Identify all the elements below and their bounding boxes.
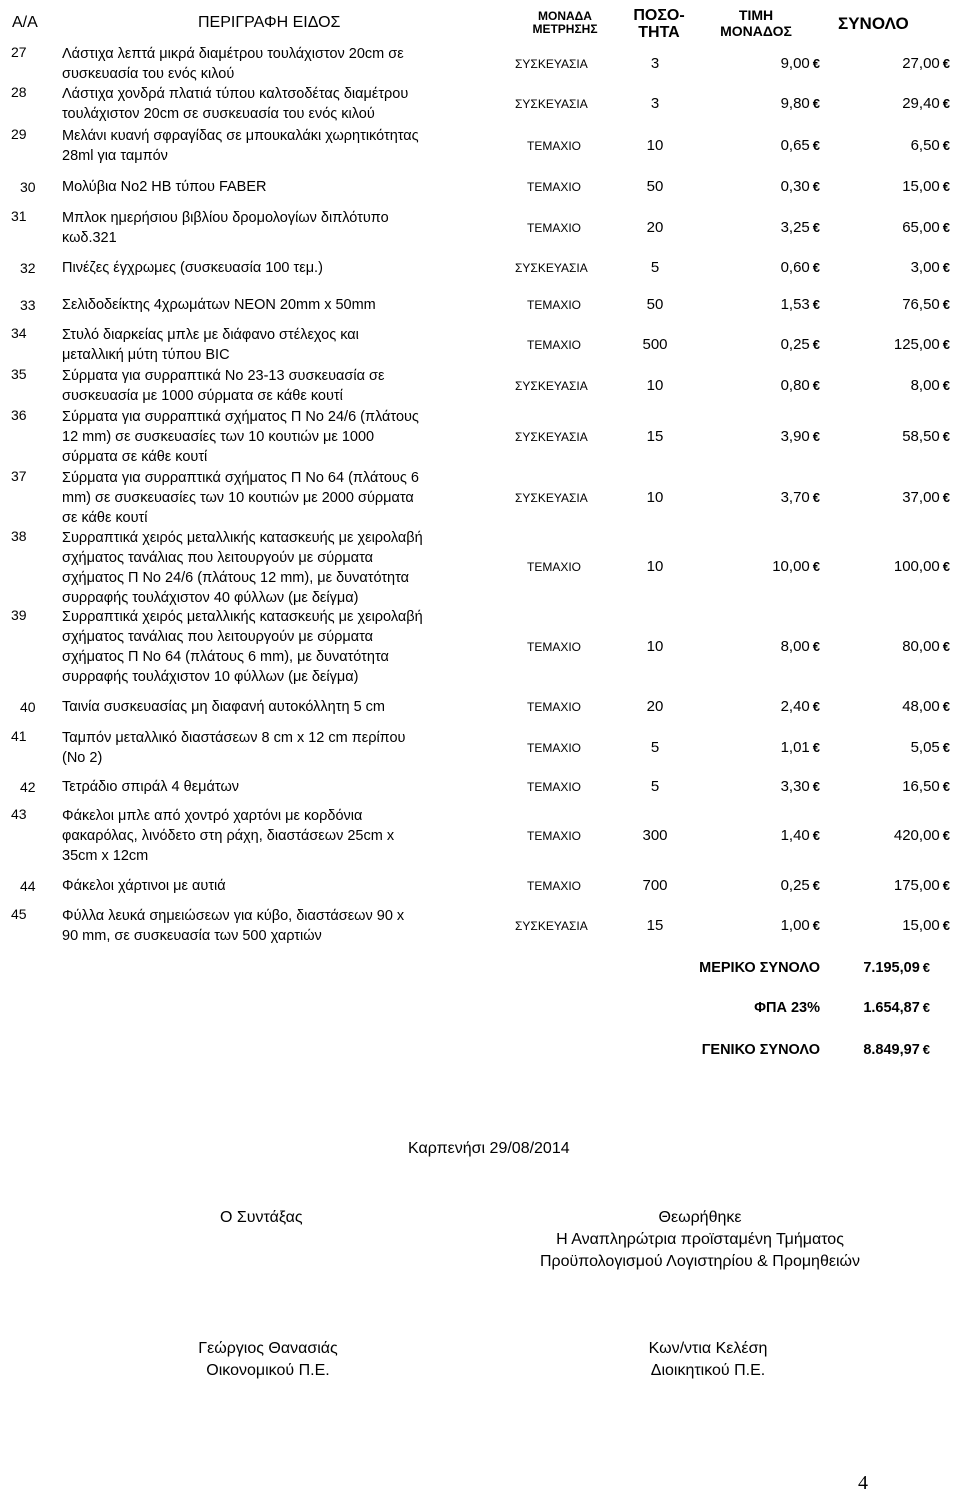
description-line: Λάστιχα λεπτά μικρά διαμέτρου τουλάχιστον 20cm σε xyxy=(62,46,404,62)
unit-of-measure: ΤΕΜΑΧΙΟ xyxy=(527,221,582,235)
unit-price-value: 0,65 xyxy=(780,137,810,154)
description-line: σχήματος τανάλιας που λειτουργούν με σύρματα xyxy=(62,550,374,566)
description-line: Φύλλα λευκά σημειώσεων για κύβο, διαστάσεων 90 x xyxy=(62,908,405,924)
unit-price-value: 9,00 xyxy=(780,55,810,72)
line-total xyxy=(790,377,950,394)
unit-of-measure: ΤΕΜΑΧΙΟ xyxy=(527,829,582,843)
euro-icon: € xyxy=(942,559,950,574)
row-number: 32 xyxy=(20,260,36,276)
quantity: 5 xyxy=(650,739,660,756)
line-total-value: 48,00 xyxy=(902,698,940,715)
line-total xyxy=(790,877,950,894)
line-total xyxy=(790,137,950,154)
description-line: Ταινία συσκευασίας μη διαφανή αυτοκόλλητη 5 cm xyxy=(62,699,385,715)
row-number: 39 xyxy=(11,607,27,623)
row-number: 45 xyxy=(11,906,27,922)
euro-icon: € xyxy=(942,96,950,111)
table-row xyxy=(0,868,960,904)
line-total xyxy=(790,827,950,844)
euro-icon: € xyxy=(922,1042,930,1057)
description-line: Τετράδιο σπιράλ 4 θεμάτων xyxy=(62,779,240,795)
line-total xyxy=(790,336,950,353)
euro-icon: € xyxy=(812,138,820,153)
description-line: μεταλλική μύτη τύπου BIC xyxy=(62,347,230,363)
euro-icon: € xyxy=(812,559,820,574)
item-description xyxy=(62,777,239,797)
unit-price-value: 2,40 xyxy=(780,698,810,715)
euro-icon: € xyxy=(942,828,950,843)
unit-of-measure: ΣΥΣΚΕΥΑΣΙΑ xyxy=(515,491,588,505)
item-description xyxy=(62,876,226,896)
euro-icon: € xyxy=(812,490,820,505)
unit-price-value: 0,60 xyxy=(780,259,810,276)
row-number: 31 xyxy=(11,208,27,224)
grand-total-label: ΓΕΝΙΚΟ ΣΥΝΟΛΟ xyxy=(701,1042,820,1058)
unit-of-measure: ΣΥΣΚΕΥΑΣΙΑ xyxy=(515,919,588,933)
quantity: 15 xyxy=(646,917,664,934)
unit-price-value: 0,25 xyxy=(780,336,810,353)
line-total xyxy=(790,698,950,715)
quantity: 3 xyxy=(650,55,660,72)
line-total xyxy=(790,95,950,112)
row-number: 42 xyxy=(20,779,36,795)
euro-icon: € xyxy=(942,490,950,505)
line-total xyxy=(790,638,950,655)
euro-icon: € xyxy=(812,639,820,654)
unit-price-value: 8,00 xyxy=(780,638,810,655)
euro-icon: € xyxy=(812,179,820,194)
unit-of-measure: ΤΕΜΑΧΙΟ xyxy=(527,338,582,352)
table-row xyxy=(0,250,960,286)
item-description xyxy=(62,325,359,365)
table-row xyxy=(0,286,960,324)
unit-price-value: 10,00 xyxy=(772,558,810,575)
euro-icon: € xyxy=(942,297,950,312)
line-total-value: 3,00 xyxy=(910,259,940,276)
quantity: 3 xyxy=(650,95,660,112)
description-line: Σελιδοδείκτης 4χρωμάτων NEON 20mm x 50mm xyxy=(62,297,376,313)
approver-rank: Διοικητικού Π.Ε. xyxy=(650,1362,766,1379)
quantity: 10 xyxy=(646,489,664,506)
description-line: Μελάνι κυανή σφραγίδας σε μπουκαλάκι χωρητικότητας xyxy=(62,128,419,144)
subtotal-value: 7.195,09 € xyxy=(863,960,930,976)
table-row xyxy=(0,468,960,528)
unit-of-measure: ΤΕΜΑΧΙΟ xyxy=(527,180,582,194)
table-header xyxy=(0,0,960,44)
description-line: 90 mm, σε συσκευασία των 500 χαρτιών xyxy=(62,928,322,944)
description-line: σε κάθε κουτί xyxy=(62,510,148,526)
euro-icon: € xyxy=(942,878,950,893)
euro-icon: € xyxy=(942,699,950,714)
approver-department: Προϋπολογισμού Λογιστηρίου & Προμηθειών xyxy=(539,1253,861,1270)
euro-icon: € xyxy=(812,56,820,71)
line-total-value: 76,50 xyxy=(902,296,940,313)
unit-price-value: 3,25 xyxy=(780,219,810,236)
row-number: 44 xyxy=(20,878,36,894)
item-description xyxy=(62,84,408,124)
euro-icon: € xyxy=(942,179,950,194)
euro-icon: € xyxy=(942,918,950,933)
euro-icon: € xyxy=(812,699,820,714)
euro-icon: € xyxy=(812,740,820,755)
euro-icon: € xyxy=(942,56,950,71)
euro-icon: € xyxy=(812,337,820,352)
quantity: 700 xyxy=(642,877,668,894)
description-line: τουλάχιστον 20cm σε συσκευασία του ενός κιλού xyxy=(62,106,375,122)
description-line: Συρραπτικά χειρός μεταλλικής κατασκευής με χειρολαβή xyxy=(62,609,423,625)
quantity: 10 xyxy=(646,558,664,575)
description-line: συσκευασία του ενός κιλού xyxy=(62,66,235,82)
subtotal-label: ΜΕΡΙΚΟ ΣΥΝΟΛΟ xyxy=(699,960,820,976)
line-total xyxy=(790,55,950,72)
unit-price-value: 3,90 xyxy=(780,428,810,445)
quantity: 50 xyxy=(646,296,664,313)
line-total-value: 15,00 xyxy=(902,917,940,934)
unit-of-measure: ΣΥΣΚΕΥΑΣΙΑ xyxy=(515,379,588,393)
vat-value: 1.654,87 € xyxy=(863,1000,930,1016)
unit-of-measure: ΣΥΣΚΕΥΑΣΙΑ xyxy=(515,97,588,111)
quantity: 5 xyxy=(650,259,660,276)
author-title: Ο Συντάξας xyxy=(220,1209,303,1226)
line-total-value: 8,00 xyxy=(910,377,940,394)
line-total-value: 15,00 xyxy=(902,178,940,195)
line-total-value: 80,00 xyxy=(902,638,940,655)
item-description xyxy=(62,468,419,528)
line-total-value: 27,00 xyxy=(902,55,940,72)
row-number: 27 xyxy=(11,44,27,60)
quantity: 5 xyxy=(650,778,660,795)
place-date: Καρπενήσι 29/08/2014 xyxy=(408,1140,570,1157)
header-aa: Α/Α xyxy=(12,14,38,31)
euro-icon: € xyxy=(942,138,950,153)
euro-icon: € xyxy=(942,639,950,654)
quantity: 10 xyxy=(646,638,664,655)
unit-of-measure: ΤΕΜΑΧΙΟ xyxy=(527,139,582,153)
row-number: 30 xyxy=(20,179,36,195)
line-total xyxy=(790,558,950,575)
header-unit: ΜΟΝΑΔΑ ΜΕΤΡΗΣΗΣ xyxy=(532,9,598,36)
item-description xyxy=(62,806,394,866)
description-line: συρραφής τουλάχιστον 10 φύλλων (με δείγμα) xyxy=(62,669,359,685)
table-row xyxy=(0,324,960,366)
item-description xyxy=(62,258,323,278)
unit-of-measure: ΣΥΣΚΕΥΑΣΙΑ xyxy=(515,261,588,275)
item-description xyxy=(62,366,384,406)
line-total xyxy=(790,259,950,276)
euro-icon: € xyxy=(922,960,930,975)
item-description xyxy=(62,126,419,166)
unit-price-value: 0,30 xyxy=(780,178,810,195)
line-total-value: 58,50 xyxy=(902,428,940,445)
line-total-value: 37,00 xyxy=(902,489,940,506)
euro-icon: € xyxy=(942,740,950,755)
grand-total-value: 8.849,97 € xyxy=(863,1042,930,1058)
description-line: Στυλό διαρκείας μπλε με διάφανο στέλεχος και xyxy=(62,327,359,343)
quantity: 50 xyxy=(646,178,664,195)
description-line: Ταμπόν μεταλλικό διαστάσεων 8 cm x 12 cm περίπου xyxy=(62,730,406,746)
table-row xyxy=(0,726,960,770)
euro-icon: € xyxy=(812,96,820,111)
unit-of-measure: ΣΥΣΚΕΥΑΣΙΑ xyxy=(515,430,588,444)
table-row xyxy=(0,606,960,688)
author-rank: Οικονομικού Π.Ε. xyxy=(206,1362,330,1379)
description-line: σχήματος Π Νο 64 (πλάτους 6 mm), με δυνατότητα xyxy=(62,649,389,665)
description-line: σύρματα σε κάθε κουτί xyxy=(62,449,208,465)
description-line: φακαρόλας, λινόδετο στη ράχη, διαστάσεων 25cm x xyxy=(62,828,395,844)
quantity: 10 xyxy=(646,137,664,154)
description-line: σχήματος τανάλιας που λειτουργούν με σύρματα xyxy=(62,629,374,645)
line-total xyxy=(790,178,950,195)
row-number: 35 xyxy=(11,366,27,382)
header-quantity: ΠΟΣΟ-ΤΗΤΑ xyxy=(633,7,685,41)
approver-title: Η Αναπληρώτρια προϊσταμένη Τμήματος xyxy=(556,1231,844,1248)
row-number: 37 xyxy=(11,468,27,484)
line-total-value: 65,00 xyxy=(902,219,940,236)
unit-price-value: 1,40 xyxy=(780,827,810,844)
euro-icon: € xyxy=(812,828,820,843)
description-line: σχήματος Π Νο 24/6 (πλάτους 12 mm), με δυνατότητα xyxy=(62,570,410,586)
euro-icon: € xyxy=(812,918,820,933)
description-line: Μπλοκ ημερήσιου βιβλίου δρομολογίων διπλότυπο xyxy=(62,210,389,226)
euro-icon: € xyxy=(812,878,820,893)
euro-icon: € xyxy=(942,378,950,393)
unit-price-value: 3,70 xyxy=(780,489,810,506)
row-number: 38 xyxy=(11,528,27,544)
euro-icon: € xyxy=(812,429,820,444)
line-total xyxy=(790,219,950,236)
line-total-value: 420,00 xyxy=(893,827,940,844)
row-number: 34 xyxy=(11,325,27,341)
unit-of-measure: ΤΕΜΑΧΙΟ xyxy=(527,298,582,312)
description-line: 12 mm) σε συσκευασίες των 10 κουτιών με 1000 xyxy=(62,429,375,445)
line-total xyxy=(790,778,950,795)
table-row xyxy=(0,688,960,726)
item-description xyxy=(62,528,423,608)
quantity: 15 xyxy=(646,428,664,445)
euro-icon: € xyxy=(812,297,820,312)
table-row xyxy=(0,206,960,250)
item-description xyxy=(62,208,389,248)
description-line: 28ml για ταμπόν xyxy=(62,148,168,164)
description-line: Συρραπτικά χειρός μεταλλικής κατασκευής με χειρολαβή xyxy=(62,530,423,546)
page-number: 4 xyxy=(858,1472,868,1494)
line-total xyxy=(790,739,950,756)
description-line: Σύρματα για συρραπτικά Νο 23-13 συσκευασία σε xyxy=(62,368,385,384)
table-row xyxy=(0,168,960,206)
item-description xyxy=(62,607,423,687)
euro-icon: € xyxy=(942,429,950,444)
table-row xyxy=(0,366,960,406)
unit-of-measure: ΤΕΜΑΧΙΟ xyxy=(527,700,582,714)
unit-price-value: 1,00 xyxy=(780,917,810,934)
row-number: 36 xyxy=(11,407,27,423)
header-description: ΠΕΡΙΓΡΑΦΗ ΕΙΔΟΣ xyxy=(198,14,341,31)
unit-of-measure: ΤΕΜΑΧΙΟ xyxy=(527,879,582,893)
item-description xyxy=(62,177,267,197)
line-total-value: 5,05 xyxy=(910,739,940,756)
description-line: Φάκελοι μπλε από χοντρό χαρτόνι με κορδόνια xyxy=(62,808,363,824)
vat-label: ΦΠΑ 23% xyxy=(754,1000,820,1016)
table-row xyxy=(0,770,960,804)
description-line: 35cm x 12cm xyxy=(62,848,149,864)
row-number: 43 xyxy=(11,806,27,822)
item-description xyxy=(62,295,376,315)
table-row xyxy=(0,44,960,84)
row-number: 29 xyxy=(11,126,27,142)
line-total-value: 125,00 xyxy=(893,336,940,353)
table-row xyxy=(0,406,960,468)
item-description xyxy=(62,906,404,946)
description-line: Φάκελοι χάρτινοι με αυτιά xyxy=(62,878,226,894)
unit-price-value: 3,30 xyxy=(780,778,810,795)
euro-icon: € xyxy=(812,220,820,235)
row-number: 41 xyxy=(11,728,27,744)
description-line: Σύρματα για συρραπτικά σχήματος Π Νο 64 (πλάτους 6 xyxy=(62,470,419,486)
row-number: 40 xyxy=(20,699,36,715)
line-total xyxy=(790,917,950,934)
row-number: 33 xyxy=(20,297,36,313)
item-description xyxy=(62,407,419,467)
description-line: (No 2) xyxy=(62,750,103,766)
quantity: 20 xyxy=(646,698,664,715)
table-row xyxy=(0,84,960,124)
euro-icon: € xyxy=(812,779,820,794)
header-unit-price: ΤΙΜΗ ΜΟΝΑΔΟΣ xyxy=(720,7,792,39)
table-row xyxy=(0,804,960,868)
euro-icon: € xyxy=(812,260,820,275)
description-line: Σύρματα για συρραπτικά σχήματος Π Νο 24/6 (πλάτους xyxy=(62,409,419,425)
line-total-value: 29,40 xyxy=(902,95,940,112)
author-name: Γεώργιος Θανασιάς xyxy=(198,1340,338,1357)
unit-price-value: 9,80 xyxy=(780,95,810,112)
item-description xyxy=(62,697,385,717)
euro-icon: € xyxy=(942,779,950,794)
unit-price-value: 0,80 xyxy=(780,377,810,394)
description-line: Λάστιχα χονδρά πλατιά τύπου καλτσοδέτας διαμέτρου xyxy=(62,86,409,102)
item-description xyxy=(62,728,405,768)
line-total-value: 175,00 xyxy=(893,877,940,894)
euro-icon: € xyxy=(942,260,950,275)
row-number: 28 xyxy=(11,84,27,100)
euro-icon: € xyxy=(942,337,950,352)
item-description xyxy=(62,44,404,84)
unit-of-measure: ΣΥΣΚΕΥΑΣΙΑ xyxy=(515,57,588,71)
unit-of-measure: ΤΕΜΑΧΙΟ xyxy=(527,640,582,654)
unit-price-value: 1,01 xyxy=(780,739,810,756)
unit-of-measure: ΤΕΜΑΧΙΟ xyxy=(527,741,582,755)
description-line: mm) σε συσκευασίες των 10 κουτιών με 2000 σύρματα xyxy=(62,490,414,506)
unit-of-measure: ΤΕΜΑΧΙΟ xyxy=(527,780,582,794)
table-row xyxy=(0,124,960,168)
description-line: Μολύβια Νο2 HB τύπου FABER xyxy=(62,179,267,195)
description-line: συρραφής τουλάχιστον 40 φύλλων (με δείγμα) xyxy=(62,590,359,606)
unit-price-value: 0,25 xyxy=(780,877,810,894)
quantity: 500 xyxy=(642,336,668,353)
line-total-value: 16,50 xyxy=(902,778,940,795)
table-row xyxy=(0,904,960,948)
description-line: Πινέζες έγχρωμες (συσκευασία 100 τεμ.) xyxy=(62,260,323,276)
description-line: κωδ.321 xyxy=(62,230,117,246)
line-total xyxy=(790,428,950,445)
line-total-value: 6,50 xyxy=(910,137,940,154)
line-total-value: 100,00 xyxy=(893,558,940,575)
table-row xyxy=(0,528,960,606)
line-total xyxy=(790,296,950,313)
quantity: 20 xyxy=(646,219,664,236)
description-line: συσκευασία με 1000 σύρματα σε κάθε κουτί xyxy=(62,388,343,404)
approver-name: Κων/ντια Κελέση xyxy=(648,1340,768,1357)
euro-icon: € xyxy=(812,378,820,393)
approved-label: Θεωρήθηκε xyxy=(658,1209,742,1226)
euro-icon: € xyxy=(922,1000,930,1015)
quantity: 10 xyxy=(646,377,664,394)
unit-of-measure: ΤΕΜΑΧΙΟ xyxy=(527,560,582,574)
euro-icon: € xyxy=(942,220,950,235)
line-total xyxy=(790,489,950,506)
unit-price-value: 1,53 xyxy=(780,296,810,313)
quantity: 300 xyxy=(642,827,668,844)
header-total: ΣΥΝΟΛΟ xyxy=(838,14,909,33)
